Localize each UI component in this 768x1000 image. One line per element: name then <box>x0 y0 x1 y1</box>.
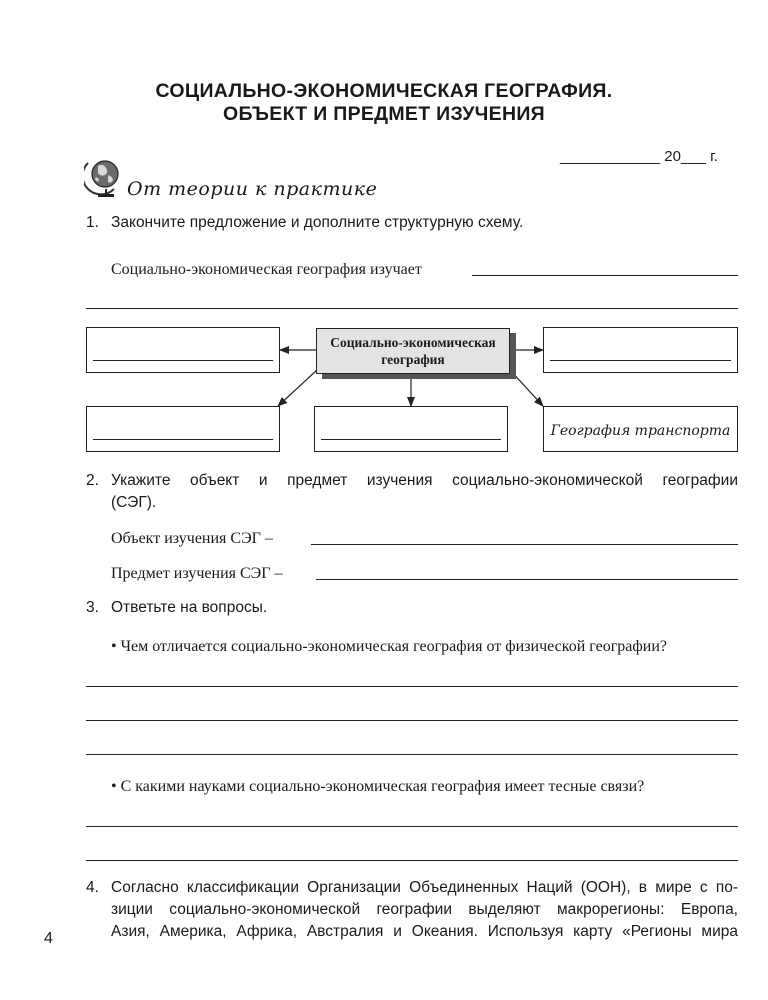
q2-number: 2. <box>86 472 99 489</box>
q3-bullet1: • Чем отличается социально-экономическая география от физической географии? <box>111 638 667 655</box>
diagram-box-bottom-left[interactable] <box>86 406 280 452</box>
page-title-line2: ОБЪЕКТ И ПРЕДМЕТ ИЗУЧЕНИЯ <box>223 103 545 125</box>
q3-text: Ответьте на вопросы. <box>111 599 268 616</box>
q4-text-line2: зиции социально-экономической географии выделяют макрорегионы: Европа, <box>111 901 738 918</box>
diagram-box-bottom-center[interactable] <box>314 406 508 452</box>
q1-sentence: Социально-экономическая география изучает <box>111 261 422 278</box>
answer-line[interactable] <box>86 860 738 861</box>
q4-text-line1: Согласно классификации Организации Объединенных Наций (ООН), в мире с по- <box>111 879 738 896</box>
answer-line[interactable] <box>86 720 738 721</box>
page-title-line1: СОЦИАЛЬНО-ЭКОНОМИЧЕСКАЯ ГЕОГРАФИЯ. <box>155 80 613 102</box>
diagram-box-bottom-right <box>543 406 738 452</box>
q1-number: 1. <box>86 214 99 231</box>
center-box-label: Социально-экономическая география <box>330 335 496 367</box>
q2-subject-label: Предмет изучения СЭГ – <box>111 565 283 582</box>
diagram-box-top-right[interactable] <box>543 327 738 373</box>
answer-line[interactable] <box>311 544 738 545</box>
section-title: От теории к практике <box>127 178 378 200</box>
answer-line[interactable] <box>86 826 738 827</box>
diagram-box-top-left[interactable] <box>86 327 280 373</box>
answer-line[interactable] <box>316 579 738 580</box>
filled-box-label: География транспорта <box>550 423 731 439</box>
diagram-arrows <box>0 0 768 470</box>
answer-line[interactable] <box>86 686 738 687</box>
page-number: 4 <box>44 930 53 947</box>
q3-number: 3. <box>86 599 99 616</box>
q4-number: 4. <box>86 879 99 896</box>
center-box <box>316 328 510 374</box>
q2-text-line1: Укажите объект и предмет изучения социально-экономической географии <box>111 472 738 489</box>
q2-object-label: Объект изучения СЭГ – <box>111 530 273 547</box>
q1-text: Закончите предложение и дополните структурную схему. <box>111 214 524 231</box>
q4-text-line3: Азия, Америка, Африка, Австралия и Океания. Используя карту «Регионы мира <box>111 923 738 940</box>
answer-line[interactable] <box>86 754 738 755</box>
q2-text-line2: (СЭГ). <box>111 494 157 511</box>
q3-bullet2: • С какими науками социально-экономическая география имеет тесные связи? <box>111 778 645 795</box>
date-field[interactable]: ____________ 20___ г. <box>560 148 718 165</box>
